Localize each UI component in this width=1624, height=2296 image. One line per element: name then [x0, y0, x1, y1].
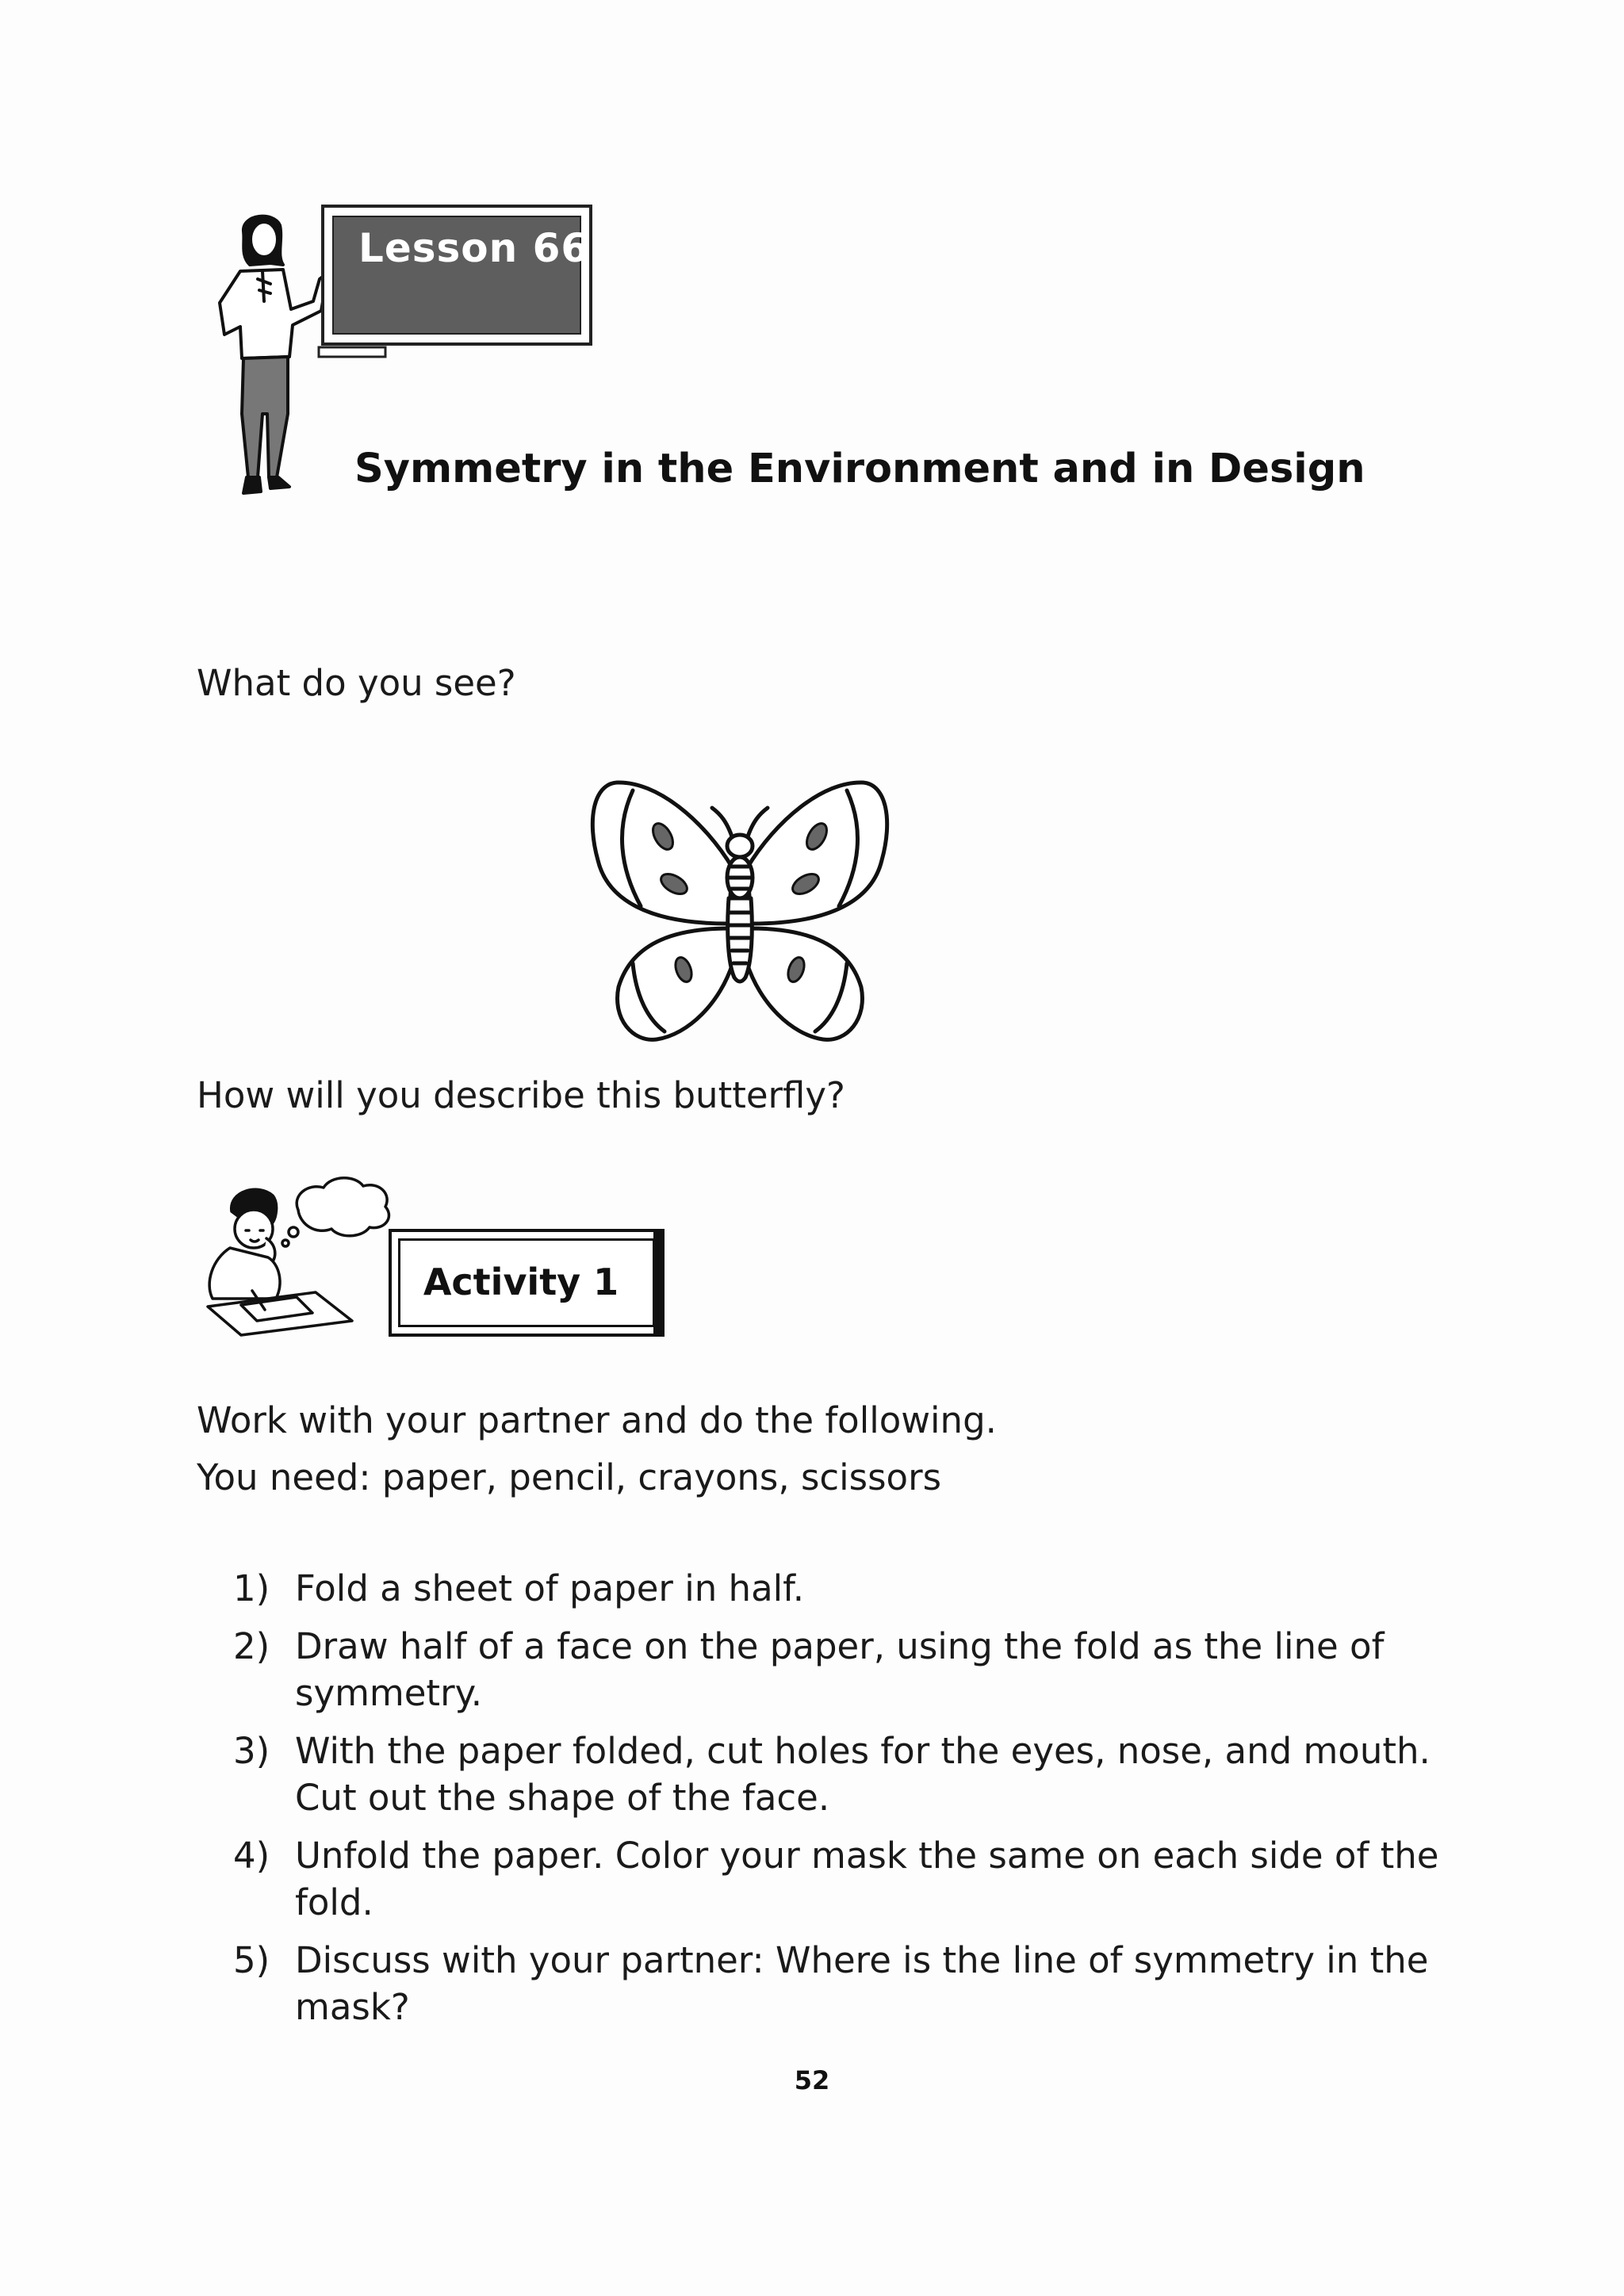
page-number: 52 [794, 2065, 830, 2095]
page-title: Symmetry in the Environment and in Design [354, 446, 1365, 492]
step-text: Draw half of a face on the paper, using the fold as the line of symmetry. [295, 1625, 1385, 1714]
list-item [222, 1728, 1459, 1821]
intro-question-2: How will you describe this butterfly? [197, 1074, 845, 1116]
list-item [222, 1623, 1459, 1716]
activity-title-box [389, 1229, 665, 1337]
step-number: 4) [233, 1835, 270, 1877]
step-number: 1) [233, 1567, 270, 1609]
activity-steps-list [222, 1565, 1459, 2042]
intro-question-1: What do you see? [197, 662, 516, 704]
step-number: 2) [233, 1625, 270, 1667]
thinking-child-illustration [197, 1172, 395, 1338]
activity-label: Activity 1 [423, 1261, 619, 1303]
activity-materials: You need: paper, pencil, crayons, scissors [197, 1456, 942, 1498]
list-item [222, 1832, 1459, 1926]
step-number: 5) [233, 1939, 270, 1981]
chalkboard-stand [317, 346, 387, 362]
lesson-badge: Lesson 66 [358, 225, 590, 271]
activity-instruction: Work with your partner and do the following. [197, 1399, 997, 1441]
step-text: Fold a sheet of paper in half. [295, 1567, 805, 1609]
step-number: 3) [233, 1730, 270, 1772]
step-text: With the paper folded, cut holes for the eyes, nose, and mouth. Cut out the shape of the face. [295, 1730, 1431, 1819]
list-item [222, 1565, 1459, 1612]
list-item [222, 1937, 1459, 2030]
step-text: Discuss with your partner: Where is the line of symmetry in the mask? [295, 1939, 1429, 2028]
butterfly-illustration [585, 773, 894, 1050]
step-text: Unfold the paper. Color your mask the same on each side of the fold. [295, 1835, 1439, 1923]
